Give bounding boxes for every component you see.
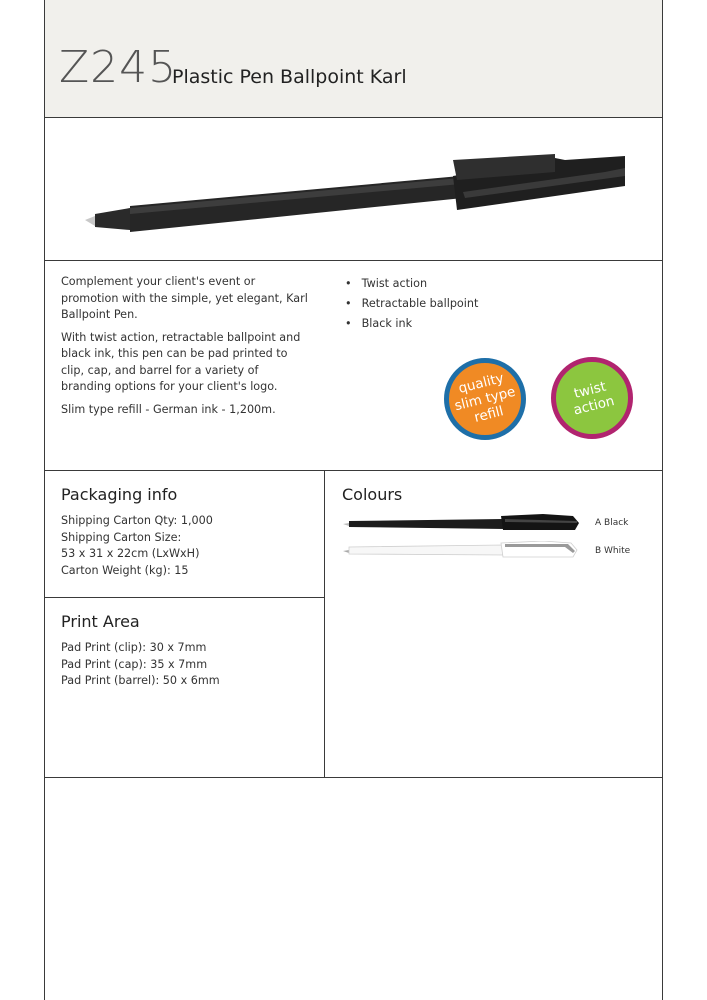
badge-text: quality slim type refill (452, 370, 518, 426)
colours-section (325, 471, 662, 778)
print-area-lines (61, 640, 220, 690)
colour-label: B White (595, 546, 631, 556)
product-image-area (45, 118, 662, 261)
features-list (345, 274, 478, 334)
packaging-line: Carton Weight (kg): 15 (61, 563, 189, 577)
page-frame (44, 0, 663, 1000)
product-code: Z245 (59, 42, 178, 93)
header (45, 0, 662, 118)
white-pen-icon (343, 541, 583, 563)
packaging-line: Shipping Carton Size: (61, 530, 182, 544)
colour-label: A Black (595, 518, 629, 528)
packaging-section (45, 471, 324, 598)
print-area-line: Pad Print (barrel): 50 x 6mm (61, 674, 220, 687)
print-area-line: Pad Print (clip): 30 x 7mm (61, 641, 207, 654)
badge-text: twist action (571, 378, 617, 419)
black-pen-icon (343, 513, 583, 535)
product-title: Plastic Pen Ballpoint Karl (172, 66, 407, 88)
quality-refill-badge (444, 358, 526, 440)
info-column (45, 471, 325, 778)
description-paragraph: With twist action, retractable ballpoint and black ink, this pen can be pad printed to clip, cap, and barrel for a variety of branding options for your client's logo. (61, 330, 301, 393)
packaging-line: Shipping Carton Qty: 1,000 (61, 514, 213, 527)
colours-title: Colours (342, 485, 403, 504)
twist-action-badge (551, 357, 633, 439)
description-paragraph: Slim type refill - German ink - 1,200m. (61, 402, 276, 416)
description-paragraph: Complement your client's event or promotion with the simple, yet elegant, Karl Ballpoint Pen. (61, 275, 308, 321)
description-text (61, 274, 309, 424)
colour-option-white (343, 541, 643, 565)
print-area-line: Pad Print (cap): 35 x 7mm (61, 657, 208, 671)
print-area-section (45, 598, 324, 778)
feature-item: • Black ink (345, 314, 478, 334)
description-section (45, 261, 662, 471)
packaging-lines (61, 513, 213, 579)
colour-option-black (343, 513, 643, 537)
feature-item: • Twist action (345, 274, 478, 294)
packaging-title: Packaging info (61, 485, 178, 504)
pen-image-icon (85, 148, 625, 238)
feature-item: • Retractable ballpoint (345, 294, 478, 314)
packaging-line: 53 x 31 x 22cm (LxWxH) (61, 547, 200, 560)
print-area-title: Print Area (61, 612, 140, 631)
